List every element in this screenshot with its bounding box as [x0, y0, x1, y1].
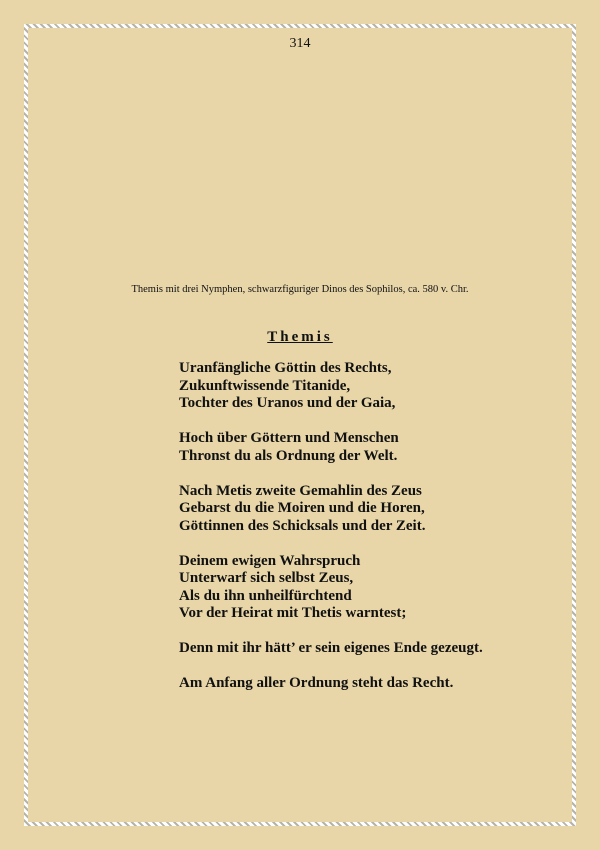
- poem-line: Gebarst du die Moiren und die Horen,: [179, 500, 425, 516]
- poem-body: [179, 360, 483, 710]
- stanza: [179, 640, 483, 658]
- poem-line: Denn mit ihr hätt’ er sein eigenes Ende gezeugt.: [179, 640, 483, 656]
- stanza: [179, 360, 483, 413]
- stanza: [179, 675, 483, 693]
- poem-line: Göttinnen des Schicksals und der Zeit.: [179, 517, 426, 534]
- poem-line: Zukunftwissende Titanide,: [179, 377, 351, 394]
- poem-line: Am Anfang aller Ordnung steht das Recht.: [179, 675, 454, 691]
- poem-line: Unterwarf sich selbst Zeus,: [179, 570, 354, 586]
- poem-title: Themis: [267, 329, 333, 345]
- page-number: 314: [289, 36, 311, 51]
- poem-line: Deinem ewigen Wahrspruch: [179, 552, 361, 569]
- poem-line: Tochter des Uranos und der Gaia,: [179, 395, 396, 411]
- poem-line: Thronst du als Ordnung der Welt.: [179, 447, 398, 464]
- stanza: [179, 430, 483, 465]
- poem-line: Hoch über Göttern und Menschen: [179, 430, 399, 446]
- stanza: [179, 553, 483, 623]
- poem-line: Nach Metis zweite Gemahlin des Zeus: [179, 482, 422, 499]
- poem-line: Uranfängliche Göttin des Rechts,: [179, 360, 392, 376]
- stanza: [179, 483, 483, 536]
- poem-line: Als du ihn unheilfürchtend: [179, 587, 352, 604]
- poem-line: Vor der Heirat mit Thetis warntest;: [179, 605, 407, 621]
- image-caption: Themis mit drei Nymphen, schwarzfiguriger Dinos des Sophilos, ca. 580 v. Chr.: [131, 284, 469, 295]
